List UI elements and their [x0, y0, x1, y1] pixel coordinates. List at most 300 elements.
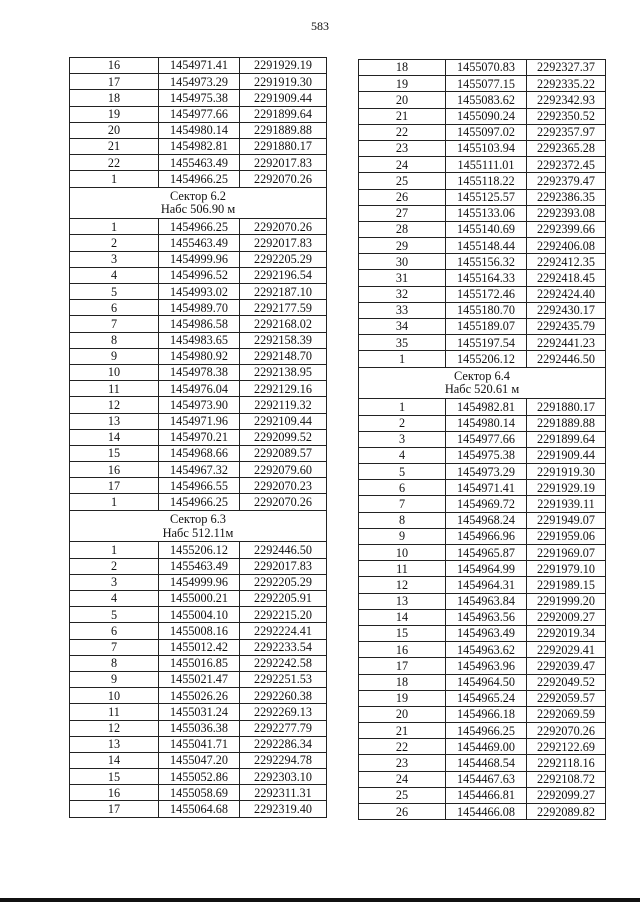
table-row	[70, 106, 327, 122]
x-coordinate-cell: 1454466.08	[446, 804, 527, 820]
x-coordinate-cell: 1455206.12	[159, 542, 240, 558]
y-coordinate-cell: 2291929.19	[240, 58, 327, 74]
y-coordinate-cell: 2292251.53	[240, 671, 327, 687]
y-coordinate-cell: 2291880.17	[240, 138, 327, 154]
y-coordinate-cell: 2292049.52	[527, 674, 606, 690]
x-coordinate-cell: 1454970.21	[159, 429, 240, 445]
y-coordinate-cell: 2292070.23	[240, 478, 327, 494]
y-coordinate-cell: 2292089.82	[527, 804, 606, 820]
y-coordinate-cell: 2292059.57	[527, 690, 606, 706]
x-coordinate-cell: 1455118.22	[446, 173, 527, 189]
y-coordinate-cell: 2292205.29	[240, 251, 327, 267]
x-coordinate-cell: 1454976.04	[159, 381, 240, 397]
point-number-cell: 31	[359, 270, 446, 286]
point-number-cell: 4	[359, 447, 446, 463]
y-coordinate-cell: 2292099.27	[527, 787, 606, 803]
point-number-cell: 4	[70, 267, 159, 283]
point-number-cell: 22	[359, 739, 446, 755]
y-coordinate-cell: 2292122.69	[527, 739, 606, 755]
point-number-cell: 17	[70, 74, 159, 90]
x-coordinate-cell: 1454965.24	[446, 690, 527, 706]
table-row	[70, 623, 327, 639]
x-coordinate-cell: 1455189.07	[446, 319, 527, 335]
point-number-cell: 15	[70, 769, 159, 785]
point-number-cell: 19	[359, 690, 446, 706]
y-coordinate-cell: 2292224.41	[240, 623, 327, 639]
table-row	[359, 545, 606, 561]
x-coordinate-cell: 1454975.38	[159, 90, 240, 106]
table-row	[359, 755, 606, 771]
x-coordinate-cell: 1454968.66	[159, 445, 240, 461]
point-number-cell: 16	[70, 462, 159, 478]
point-number-cell: 24	[359, 157, 446, 173]
scan-bottom-edge	[0, 898, 640, 902]
table-row	[70, 171, 327, 187]
x-coordinate-cell: 1454980.14	[159, 122, 240, 138]
point-number-cell: 13	[359, 593, 446, 609]
point-number-cell: 20	[359, 706, 446, 722]
y-coordinate-cell: 2291959.06	[527, 528, 606, 544]
point-number-cell: 11	[70, 381, 159, 397]
x-coordinate-cell: 1454966.18	[446, 706, 527, 722]
y-coordinate-cell: 2292260.38	[240, 688, 327, 704]
y-coordinate-cell: 2291949.07	[527, 512, 606, 528]
x-coordinate-cell: 1455058.69	[159, 785, 240, 801]
sector-height: Набс 520.61 м	[444, 382, 520, 397]
table-row	[70, 494, 327, 510]
y-coordinate-cell: 2292177.59	[240, 300, 327, 316]
y-coordinate-cell: 2291989.15	[527, 577, 606, 593]
table-row	[359, 480, 606, 496]
point-number-cell: 2	[70, 558, 159, 574]
point-number-cell: 10	[70, 364, 159, 380]
point-number-cell: 19	[70, 106, 159, 122]
point-number-cell: 19	[359, 76, 446, 92]
point-number-cell: 4	[70, 591, 159, 607]
point-number-cell: 2	[70, 235, 159, 251]
point-number-cell: 1	[70, 171, 159, 187]
y-coordinate-cell: 2292269.13	[240, 704, 327, 720]
point-number-cell: 11	[70, 704, 159, 720]
point-number-cell: 14	[70, 429, 159, 445]
x-coordinate-cell: 1455052.86	[159, 769, 240, 785]
y-coordinate-cell: 2292424.40	[527, 286, 606, 302]
table-row	[70, 155, 327, 171]
point-number-cell: 16	[359, 642, 446, 658]
x-coordinate-cell: 1454989.70	[159, 300, 240, 316]
x-coordinate-cell: 1455083.62	[446, 92, 527, 108]
y-coordinate-cell: 2291899.64	[240, 106, 327, 122]
sector-header	[70, 510, 327, 542]
table-row	[70, 122, 327, 138]
x-coordinate-cell: 1455041.71	[159, 736, 240, 752]
point-number-cell: 24	[359, 771, 446, 787]
table-row	[359, 496, 606, 512]
x-coordinate-cell: 1454966.96	[446, 528, 527, 544]
point-number-cell: 8	[70, 655, 159, 671]
y-coordinate-cell: 2292070.26	[240, 219, 327, 235]
x-coordinate-cell: 1455031.24	[159, 704, 240, 720]
y-coordinate-cell: 2292365.28	[527, 140, 606, 156]
table-row	[70, 591, 327, 607]
table-row	[70, 267, 327, 283]
y-coordinate-cell: 2292406.08	[527, 238, 606, 254]
point-number-cell: 11	[359, 561, 446, 577]
point-number-cell: 34	[359, 319, 446, 335]
point-number-cell: 3	[359, 431, 446, 447]
point-number-cell: 21	[359, 723, 446, 739]
table-row	[70, 364, 327, 380]
table-row	[359, 431, 606, 447]
table-row	[359, 221, 606, 237]
x-coordinate-cell: 1454999.96	[159, 574, 240, 590]
sector-header-row	[359, 367, 606, 399]
point-number-cell: 13	[70, 736, 159, 752]
x-coordinate-cell: 1454966.55	[159, 478, 240, 494]
y-coordinate-cell: 2291909.44	[240, 90, 327, 106]
y-coordinate-cell: 2292379.47	[527, 173, 606, 189]
y-coordinate-cell: 2291909.44	[527, 447, 606, 463]
point-number-cell: 9	[70, 348, 159, 364]
sector-height: Набс 506.90 м	[160, 202, 236, 217]
point-number-cell: 12	[70, 720, 159, 736]
y-coordinate-cell: 2291919.30	[527, 464, 606, 480]
table-row	[70, 736, 327, 752]
table-row	[359, 399, 606, 415]
point-number-cell: 3	[70, 574, 159, 590]
point-number-cell: 12	[70, 397, 159, 413]
table-row	[70, 429, 327, 445]
table-row	[359, 286, 606, 302]
point-number-cell: 17	[70, 478, 159, 494]
table-row	[359, 157, 606, 173]
y-coordinate-cell: 2291999.20	[527, 593, 606, 609]
y-coordinate-cell: 2292158.39	[240, 332, 327, 348]
table-row	[359, 124, 606, 140]
sector-header	[359, 367, 606, 399]
table-row	[359, 739, 606, 755]
point-number-cell: 1	[70, 494, 159, 510]
point-number-cell: 32	[359, 286, 446, 302]
table-row	[359, 593, 606, 609]
x-coordinate-cell: 1454982.81	[446, 399, 527, 415]
table-row	[359, 173, 606, 189]
x-coordinate-cell: 1455097.02	[446, 124, 527, 140]
table-row	[359, 609, 606, 625]
x-coordinate-cell: 1455156.32	[446, 254, 527, 270]
table-row	[359, 60, 606, 76]
y-coordinate-cell: 2292168.02	[240, 316, 327, 332]
y-coordinate-cell: 2291889.88	[527, 415, 606, 431]
y-coordinate-cell: 2292089.57	[240, 445, 327, 461]
sector-title: Сектор 6.2	[170, 188, 226, 203]
y-coordinate-cell: 2292119.32	[240, 397, 327, 413]
y-coordinate-cell: 2292205.29	[240, 574, 327, 590]
x-coordinate-cell: 1455021.47	[159, 671, 240, 687]
point-number-cell: 14	[359, 609, 446, 625]
y-coordinate-cell: 2292319.40	[240, 801, 327, 817]
x-coordinate-cell: 1455016.85	[159, 655, 240, 671]
x-coordinate-cell: 1454971.41	[159, 58, 240, 74]
table-row	[359, 302, 606, 318]
x-coordinate-cell: 1454965.87	[446, 545, 527, 561]
point-number-cell: 1	[359, 399, 446, 415]
table-row	[359, 205, 606, 221]
x-coordinate-cell: 1455197.54	[446, 335, 527, 351]
x-coordinate-cell: 1454973.29	[159, 74, 240, 90]
point-number-cell: 10	[70, 688, 159, 704]
table-row	[70, 332, 327, 348]
y-coordinate-cell: 2292070.26	[240, 494, 327, 510]
table-row	[359, 706, 606, 722]
y-coordinate-cell: 2292019.34	[527, 625, 606, 641]
x-coordinate-cell: 1454963.96	[446, 658, 527, 674]
point-number-cell: 33	[359, 302, 446, 318]
x-coordinate-cell: 1455180.70	[446, 302, 527, 318]
x-coordinate-cell: 1454966.25	[159, 171, 240, 187]
point-number-cell: 1	[70, 219, 159, 235]
y-coordinate-cell: 2292187.10	[240, 284, 327, 300]
x-coordinate-cell: 1455064.68	[159, 801, 240, 817]
table-row	[359, 76, 606, 92]
point-number-cell: 30	[359, 254, 446, 270]
table-row	[70, 381, 327, 397]
table-row	[70, 251, 327, 267]
sector-header-row	[70, 187, 327, 219]
table-row	[70, 671, 327, 687]
y-coordinate-cell: 2292138.95	[240, 364, 327, 380]
y-coordinate-cell: 2292393.08	[527, 205, 606, 221]
y-coordinate-cell: 2291979.10	[527, 561, 606, 577]
y-coordinate-cell: 2292079.60	[240, 462, 327, 478]
y-coordinate-cell: 2292129.16	[240, 381, 327, 397]
point-number-cell: 15	[70, 445, 159, 461]
point-number-cell: 23	[359, 755, 446, 771]
table-row	[359, 528, 606, 544]
x-coordinate-cell: 1455012.42	[159, 639, 240, 655]
y-coordinate-cell: 2292335.22	[527, 76, 606, 92]
point-number-cell: 25	[359, 787, 446, 803]
y-coordinate-cell: 2292342.93	[527, 92, 606, 108]
table-row	[359, 512, 606, 528]
y-coordinate-cell: 2292109.44	[240, 413, 327, 429]
point-number-cell: 3	[70, 251, 159, 267]
point-number-cell: 23	[359, 140, 446, 156]
x-coordinate-cell: 1454971.41	[446, 480, 527, 496]
x-coordinate-cell: 1454966.25	[446, 723, 527, 739]
table-row	[359, 140, 606, 156]
point-number-cell: 21	[70, 138, 159, 154]
point-number-cell: 6	[359, 480, 446, 496]
x-coordinate-cell: 1454977.66	[159, 106, 240, 122]
table-row	[70, 316, 327, 332]
x-coordinate-cell: 1454968.24	[446, 512, 527, 528]
table-row	[359, 319, 606, 335]
point-number-cell: 2	[359, 415, 446, 431]
x-coordinate-cell: 1455463.49	[159, 235, 240, 251]
x-coordinate-cell: 1455077.15	[446, 76, 527, 92]
y-coordinate-cell: 2292148.70	[240, 348, 327, 364]
table-row	[359, 561, 606, 577]
x-coordinate-cell: 1455148.44	[446, 238, 527, 254]
table-row	[70, 478, 327, 494]
y-coordinate-cell: 2292017.83	[240, 235, 327, 251]
table-row	[70, 397, 327, 413]
table-row	[70, 752, 327, 768]
table-row	[359, 771, 606, 787]
table-row	[70, 219, 327, 235]
x-coordinate-cell: 1454993.02	[159, 284, 240, 300]
sector-header-row	[70, 510, 327, 542]
y-coordinate-cell: 2291880.17	[527, 399, 606, 415]
point-number-cell: 15	[359, 625, 446, 641]
y-coordinate-cell: 2292070.26	[527, 723, 606, 739]
y-coordinate-cell: 2292327.37	[527, 60, 606, 76]
y-coordinate-cell: 2292303.10	[240, 769, 327, 785]
table-row	[70, 445, 327, 461]
y-coordinate-cell: 2292399.66	[527, 221, 606, 237]
table-row	[359, 254, 606, 270]
table-row	[70, 235, 327, 251]
table-row	[70, 284, 327, 300]
point-number-cell: 9	[70, 671, 159, 687]
y-coordinate-cell: 2292242.58	[240, 655, 327, 671]
y-coordinate-cell: 2292029.41	[527, 642, 606, 658]
y-coordinate-cell: 2292418.45	[527, 270, 606, 286]
x-coordinate-cell: 1455463.49	[159, 558, 240, 574]
table-row	[70, 58, 327, 74]
table-row	[70, 720, 327, 736]
table-row	[70, 74, 327, 90]
table-row	[359, 464, 606, 480]
table-row	[359, 415, 606, 431]
x-coordinate-cell: 1455103.94	[446, 140, 527, 156]
point-number-cell: 21	[359, 108, 446, 124]
point-number-cell: 18	[359, 674, 446, 690]
x-coordinate-cell: 1454963.84	[446, 593, 527, 609]
table-row	[359, 804, 606, 820]
table-row	[359, 690, 606, 706]
x-coordinate-cell: 1455090.24	[446, 108, 527, 124]
x-coordinate-cell: 1455036.38	[159, 720, 240, 736]
y-coordinate-cell: 2291929.19	[527, 480, 606, 496]
point-number-cell: 26	[359, 804, 446, 820]
table-row	[70, 90, 327, 106]
table-row	[359, 447, 606, 463]
x-coordinate-cell: 1454996.52	[159, 267, 240, 283]
table-row	[359, 787, 606, 803]
x-coordinate-cell: 1454967.32	[159, 462, 240, 478]
y-coordinate-cell: 2292017.83	[240, 155, 327, 171]
point-number-cell: 7	[359, 496, 446, 512]
x-coordinate-cell: 1455125.57	[446, 189, 527, 205]
x-coordinate-cell: 1454969.72	[446, 496, 527, 512]
table-row	[70, 558, 327, 574]
x-coordinate-cell: 1455463.49	[159, 155, 240, 171]
x-coordinate-cell: 1454975.38	[446, 447, 527, 463]
point-number-cell: 25	[359, 173, 446, 189]
x-coordinate-cell: 1454466.81	[446, 787, 527, 803]
x-coordinate-cell: 1454980.92	[159, 348, 240, 364]
table-row	[70, 138, 327, 154]
x-coordinate-cell: 1454973.29	[446, 464, 527, 480]
table-row	[70, 300, 327, 316]
point-number-cell: 12	[359, 577, 446, 593]
page-number: 583	[311, 19, 329, 33]
table-row	[70, 785, 327, 801]
y-coordinate-cell: 2292372.45	[527, 157, 606, 173]
sector-height: Набс 512.11м	[162, 525, 234, 540]
x-coordinate-cell: 1455070.83	[446, 60, 527, 76]
x-coordinate-cell: 1454977.66	[446, 431, 527, 447]
point-number-cell: 14	[70, 752, 159, 768]
table-row	[359, 577, 606, 593]
point-number-cell: 10	[359, 545, 446, 561]
x-coordinate-cell: 1454966.25	[159, 219, 240, 235]
y-coordinate-cell: 2292350.52	[527, 108, 606, 124]
x-coordinate-cell: 1454973.90	[159, 397, 240, 413]
x-coordinate-cell: 1454982.81	[159, 138, 240, 154]
y-coordinate-cell: 2292311.31	[240, 785, 327, 801]
coordinates-table-right	[358, 59, 606, 820]
point-number-cell: 22	[70, 155, 159, 171]
y-coordinate-cell: 2292277.79	[240, 720, 327, 736]
y-coordinate-cell: 2292386.35	[527, 189, 606, 205]
table-row	[359, 189, 606, 205]
point-number-cell: 26	[359, 189, 446, 205]
sector-header	[70, 187, 327, 219]
x-coordinate-cell: 1455164.33	[446, 270, 527, 286]
x-coordinate-cell: 1455047.20	[159, 752, 240, 768]
x-coordinate-cell: 1454963.62	[446, 642, 527, 658]
table-row	[70, 413, 327, 429]
x-coordinate-cell: 1455172.46	[446, 286, 527, 302]
point-number-cell: 20	[70, 122, 159, 138]
x-coordinate-cell: 1454963.49	[446, 625, 527, 641]
y-coordinate-cell: 2292233.54	[240, 639, 327, 655]
x-coordinate-cell: 1455140.69	[446, 221, 527, 237]
y-coordinate-cell: 2292039.47	[527, 658, 606, 674]
y-coordinate-cell: 2292009.27	[527, 609, 606, 625]
point-number-cell: 28	[359, 221, 446, 237]
y-coordinate-cell: 2292435.79	[527, 319, 606, 335]
y-coordinate-cell: 2292205.91	[240, 591, 327, 607]
coordinates-table-left	[69, 57, 327, 818]
point-number-cell: 35	[359, 335, 446, 351]
y-coordinate-cell: 2292069.59	[527, 706, 606, 722]
x-coordinate-cell: 1455000.21	[159, 591, 240, 607]
table-row	[70, 801, 327, 817]
x-coordinate-cell: 1454999.96	[159, 251, 240, 267]
x-coordinate-cell: 1454986.58	[159, 316, 240, 332]
point-number-cell: 17	[359, 658, 446, 674]
y-coordinate-cell: 2292196.54	[240, 267, 327, 283]
y-coordinate-cell: 2291899.64	[527, 431, 606, 447]
table-row	[70, 655, 327, 671]
point-number-cell: 29	[359, 238, 446, 254]
point-number-cell: 22	[359, 124, 446, 140]
x-coordinate-cell: 1454980.14	[446, 415, 527, 431]
table-row	[70, 542, 327, 558]
y-coordinate-cell: 2292099.52	[240, 429, 327, 445]
table-row	[70, 704, 327, 720]
x-coordinate-cell: 1454467.63	[446, 771, 527, 787]
x-coordinate-cell: 1454468.54	[446, 755, 527, 771]
point-number-cell: 1	[359, 351, 446, 367]
point-number-cell: 5	[359, 464, 446, 480]
y-coordinate-cell: 2292017.83	[240, 558, 327, 574]
x-coordinate-cell: 1455111.01	[446, 157, 527, 173]
